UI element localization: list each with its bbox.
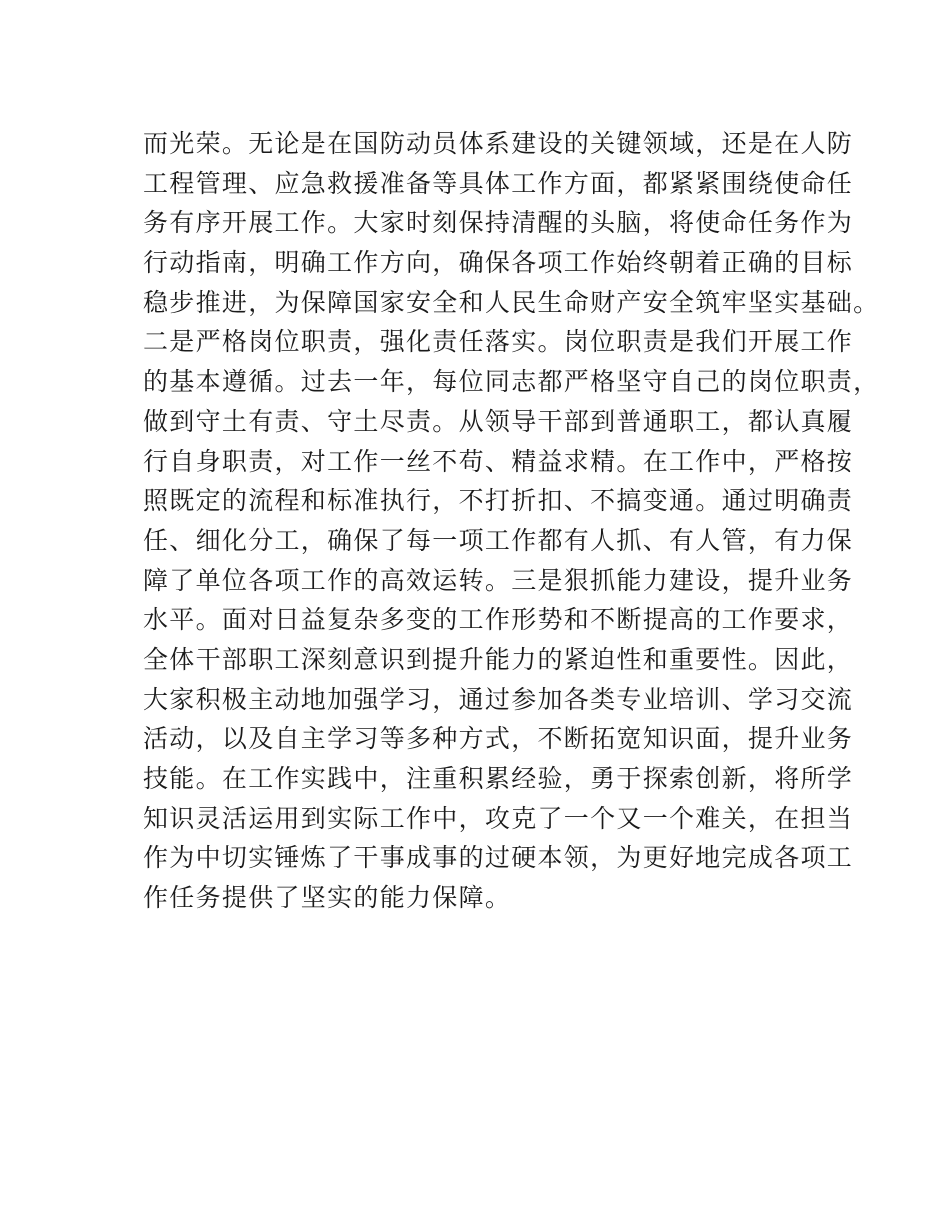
text-line: 作任务提供了坚实的能力保障。 (143, 883, 512, 913)
body-paragraph (143, 124, 880, 918)
text-line: 行动指南，明确工作方向，确保各项工作始终朝着正确的目标 (143, 248, 854, 278)
text-line: 而光荣。无论是在国防动员体系建设的关键领域，还是在人防 (143, 129, 854, 158)
text-line: 大家积极主动地加强学习，通过参加各类专业培训、学习交流 (143, 684, 854, 714)
text-line: 水平。面对日益复杂多变的工作形势和不断提高的工作要求， (143, 605, 854, 635)
text-line: 的基本遵循。过去一年，每位同志都严格坚守自己的岗位职责， (143, 367, 880, 397)
text-line: 活动，以及自主学习等多种方式，不断拓宽知识面，提升业务 (143, 724, 854, 754)
text-line: 知识灵活运用到实际工作中，攻克了一个又一个难关，在担当 (143, 803, 854, 833)
text-line: 作为中切实锤炼了干事成事的过硬本领，为更好地完成各项工 (143, 843, 854, 873)
text-line: 照既定的流程和标准执行，不打折扣、不搞变通。通过明确责 (143, 486, 854, 516)
text-line: 做到守土有责、守土尽责。从领导干部到普通职工，都认真履 (143, 406, 854, 436)
text-line: 全体干部职工深刻意识到提升能力的紧迫性和重要性。因此， (143, 644, 854, 674)
text-line: 任、细化分工，确保了每一项工作都有人抓、有人管，有力保 (143, 525, 854, 555)
text-line: 障了单位各项工作的高效运转。三是狠抓能力建设，提升业务 (143, 565, 854, 595)
text-line: 务有序开展工作。大家时刻保持清醒的头脑，将使命任务作为 (143, 208, 854, 238)
text-line: 二是严格岗位职责，强化责任落实。岗位职责是我们开展工作 (143, 327, 854, 357)
text-line: 工程管理、应急救援准备等具体工作方面，都紧紧围绕使命任 (143, 168, 854, 198)
text-line: 稳步推进，为保障国家安全和人民生命财产安全筑牢坚实基础。 (143, 287, 880, 317)
text-line: 行自身职责，对工作一丝不苟、精益求精。在工作中，严格按 (143, 446, 854, 476)
text-line: 技能。在工作实践中，注重积累经验，勇于探索创新，将所学 (143, 764, 854, 793)
